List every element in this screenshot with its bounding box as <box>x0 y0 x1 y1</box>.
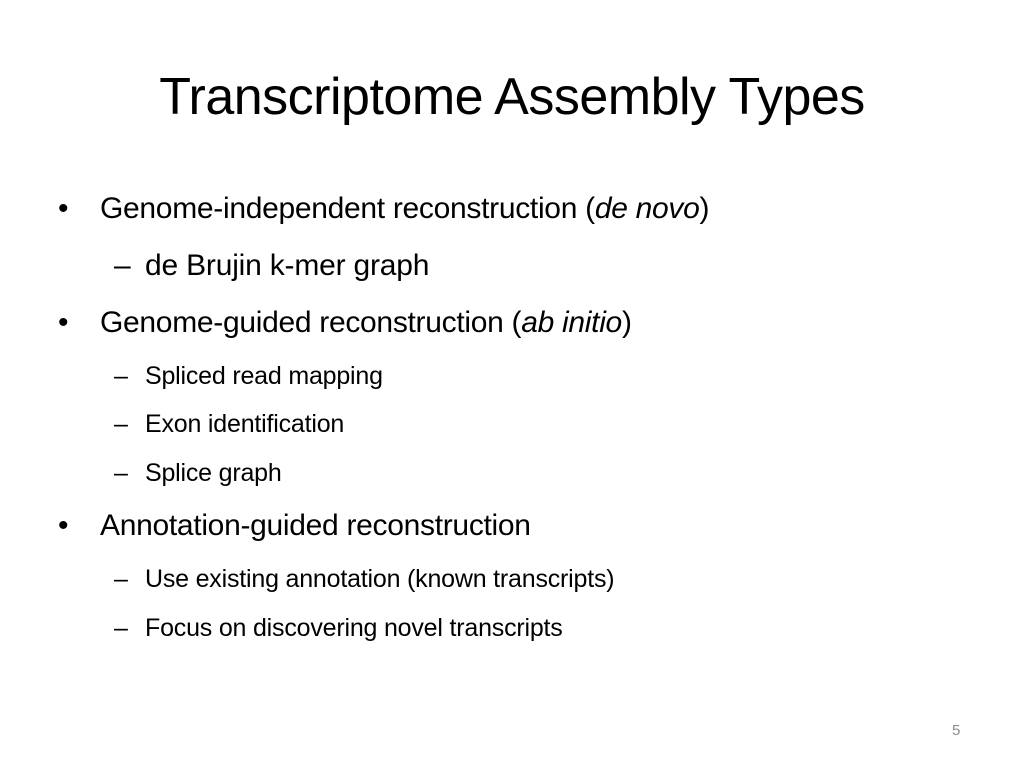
bullet-text <box>100 192 709 226</box>
bullet-text <box>100 306 632 340</box>
sub-bullet-text: Spliced read mapping <box>145 362 383 390</box>
dash-marker: – <box>114 614 128 642</box>
dash-marker: – <box>114 249 131 282</box>
bullet-marker: • <box>58 306 69 339</box>
dash-marker: – <box>114 459 128 487</box>
bullet-marker: • <box>58 192 69 225</box>
bullet-text-main: Genome-guided reconstruction ( <box>100 306 522 339</box>
page-number: 5 <box>952 722 961 739</box>
sub-bullet-text: Use existing annotation (known transcripts) <box>145 565 615 593</box>
dash-marker: – <box>114 565 128 593</box>
dash-marker: – <box>114 362 128 390</box>
bullet-text-italic: de novo <box>594 192 700 225</box>
sub-bullet-text: de Brujin k-mer graph <box>145 249 430 282</box>
bullet-text: Annotation-guided reconstruction <box>100 509 531 542</box>
bullet-marker: • <box>58 509 69 542</box>
sub-bullet-text: Splice graph <box>145 459 282 487</box>
dash-marker: – <box>114 410 128 438</box>
bullet-text-end: ) <box>699 192 710 225</box>
slide-title: Transcriptome Assembly Types <box>159 68 865 126</box>
bullet-text-italic: ab initio <box>521 306 622 339</box>
bullet-text-main: Genome-independent reconstruction ( <box>100 192 595 225</box>
bullet-text-end: ) <box>621 306 632 339</box>
sub-bullet-text: Focus on discovering novel transcripts <box>145 614 563 642</box>
sub-bullet-text: Exon identification <box>145 410 345 438</box>
